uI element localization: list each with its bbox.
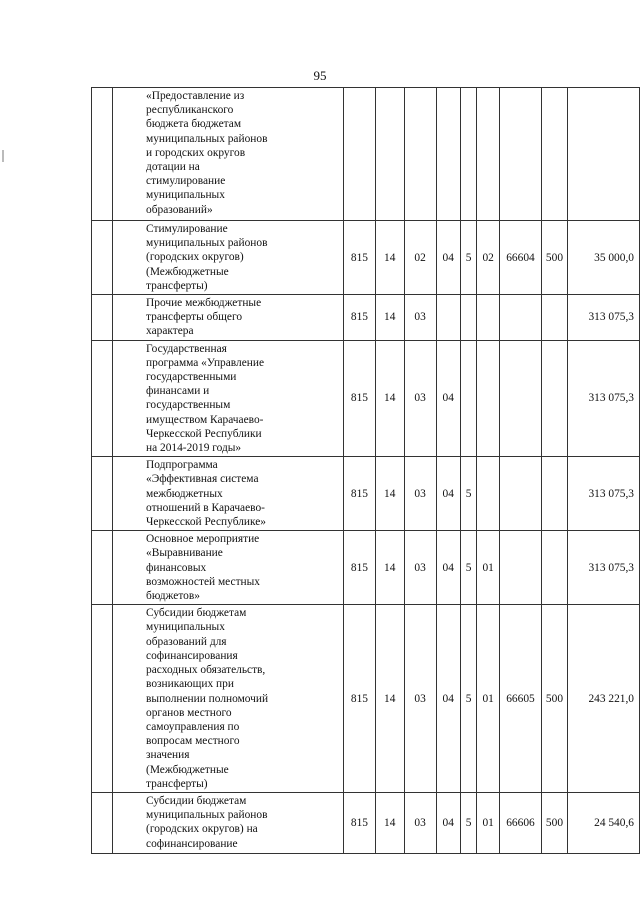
section-code: 14: [375, 221, 404, 295]
subsection-code: 03: [404, 340, 436, 457]
expense-type-code: 500: [542, 605, 568, 793]
amount: 313 075,3: [567, 295, 639, 341]
program-code: 04: [436, 457, 460, 531]
table-row: [92, 531, 640, 605]
amount: 313 075,3: [567, 340, 639, 457]
subsection-code: 03: [404, 605, 436, 793]
section-code: 14: [375, 295, 404, 341]
activity-code: 01: [477, 531, 500, 605]
section-code: 14: [375, 340, 404, 457]
amount: 313 075,3: [567, 457, 639, 531]
expense-type-code: 500: [542, 792, 568, 853]
activity-code: [477, 88, 500, 221]
direction-code: 66605: [499, 605, 541, 793]
table-row: [92, 340, 640, 457]
subprogram-code: 5: [460, 531, 477, 605]
indent-cell: [92, 221, 113, 295]
row-description: Стимулирование муниципальных районов (городских округов) (Межбюджетные трансферты): [113, 221, 344, 295]
row-description: Подпрограмма «Эффективная система межбюджетных отношений в Карачаево- Черкесской Республике»: [113, 457, 344, 531]
subsection-code: 02: [404, 221, 436, 295]
row-description: Прочие межбюджетные трансферты общего характера: [113, 295, 344, 341]
direction-code: [499, 295, 541, 341]
activity-code: [477, 340, 500, 457]
subsection-code: 03: [404, 792, 436, 853]
indent-cell: [92, 457, 113, 531]
direction-code: 66604: [499, 221, 541, 295]
indent-cell: [92, 531, 113, 605]
amount: 243 221,0: [567, 605, 639, 793]
amount: 35 000,0: [567, 221, 639, 295]
indent-cell: [92, 88, 113, 221]
admin-code: 815: [343, 457, 375, 531]
admin-code: 815: [343, 221, 375, 295]
subsection-code: [404, 88, 436, 221]
row-description: «Предоставление из республиканского бюджета бюджетам муниципальных районов и городских округов дотации на стимулирование муниципальных образований»: [113, 88, 344, 221]
subsection-code: 03: [404, 457, 436, 531]
program-code: 04: [436, 531, 460, 605]
subsection-code: 03: [404, 295, 436, 341]
activity-code: [477, 457, 500, 531]
amount: 24 540,6: [567, 792, 639, 853]
section-code: 14: [375, 531, 404, 605]
program-code: 04: [436, 340, 460, 457]
row-description: Субсидии бюджетам муниципальных районов (городских округов) на софинансирование: [113, 792, 344, 853]
expense-type-code: [542, 340, 568, 457]
direction-code: [499, 457, 541, 531]
table-row: [92, 88, 640, 221]
activity-code: [477, 295, 500, 341]
scan-edge-mark: [2, 150, 4, 162]
subprogram-code: [460, 340, 477, 457]
section-code: [375, 88, 404, 221]
row-description: Государственная программа «Управление государственными финансами и государственным имуществом Карачаево- Черкесской Республики на 2014-2019 годы»: [113, 340, 344, 457]
table-row: [92, 605, 640, 793]
direction-code: 66606: [499, 792, 541, 853]
table-row: [92, 221, 640, 295]
program-code: [436, 295, 460, 341]
subprogram-code: [460, 295, 477, 341]
amount: [567, 88, 639, 221]
activity-code: 01: [477, 792, 500, 853]
admin-code: 815: [343, 792, 375, 853]
table-row: [92, 457, 640, 531]
admin-code: 815: [343, 605, 375, 793]
section-code: 14: [375, 792, 404, 853]
table-row: [92, 792, 640, 853]
expense-type-code: [542, 457, 568, 531]
page-number: 95: [313, 68, 327, 83]
admin-code: 815: [343, 340, 375, 457]
direction-code: [499, 340, 541, 457]
expense-type-code: [542, 88, 568, 221]
subprogram-code: 5: [460, 457, 477, 531]
program-code: [436, 88, 460, 221]
indent-cell: [92, 295, 113, 341]
expense-type-code: 500: [542, 221, 568, 295]
direction-code: [499, 531, 541, 605]
activity-code: 02: [477, 221, 500, 295]
subprogram-code: 5: [460, 792, 477, 853]
table-row: [92, 295, 640, 341]
row-description: Основное мероприятие «Выравнивание финансовых возможностей местных бюджетов»: [113, 531, 344, 605]
budget-table: [91, 87, 640, 854]
subprogram-code: 5: [460, 605, 477, 793]
subprogram-code: [460, 88, 477, 221]
program-code: 04: [436, 792, 460, 853]
admin-code: 815: [343, 295, 375, 341]
section-code: 14: [375, 457, 404, 531]
indent-cell: [92, 605, 113, 793]
admin-code: [343, 88, 375, 221]
activity-code: 01: [477, 605, 500, 793]
indent-cell: [92, 340, 113, 457]
subsection-code: 03: [404, 531, 436, 605]
expense-type-code: [542, 295, 568, 341]
subprogram-code: 5: [460, 221, 477, 295]
program-code: 04: [436, 605, 460, 793]
amount: 313 075,3: [567, 531, 639, 605]
indent-cell: [92, 792, 113, 853]
admin-code: 815: [343, 531, 375, 605]
row-description: Субсидии бюджетам муниципальных образований для софинансирования расходных обязательств, возникающих при выполнении полномочий органов местного самоуправления по вопросам местного значения (Межбюджетные трансферты): [113, 605, 344, 793]
section-code: 14: [375, 605, 404, 793]
direction-code: [499, 88, 541, 221]
program-code: 04: [436, 221, 460, 295]
expense-type-code: [542, 531, 568, 605]
